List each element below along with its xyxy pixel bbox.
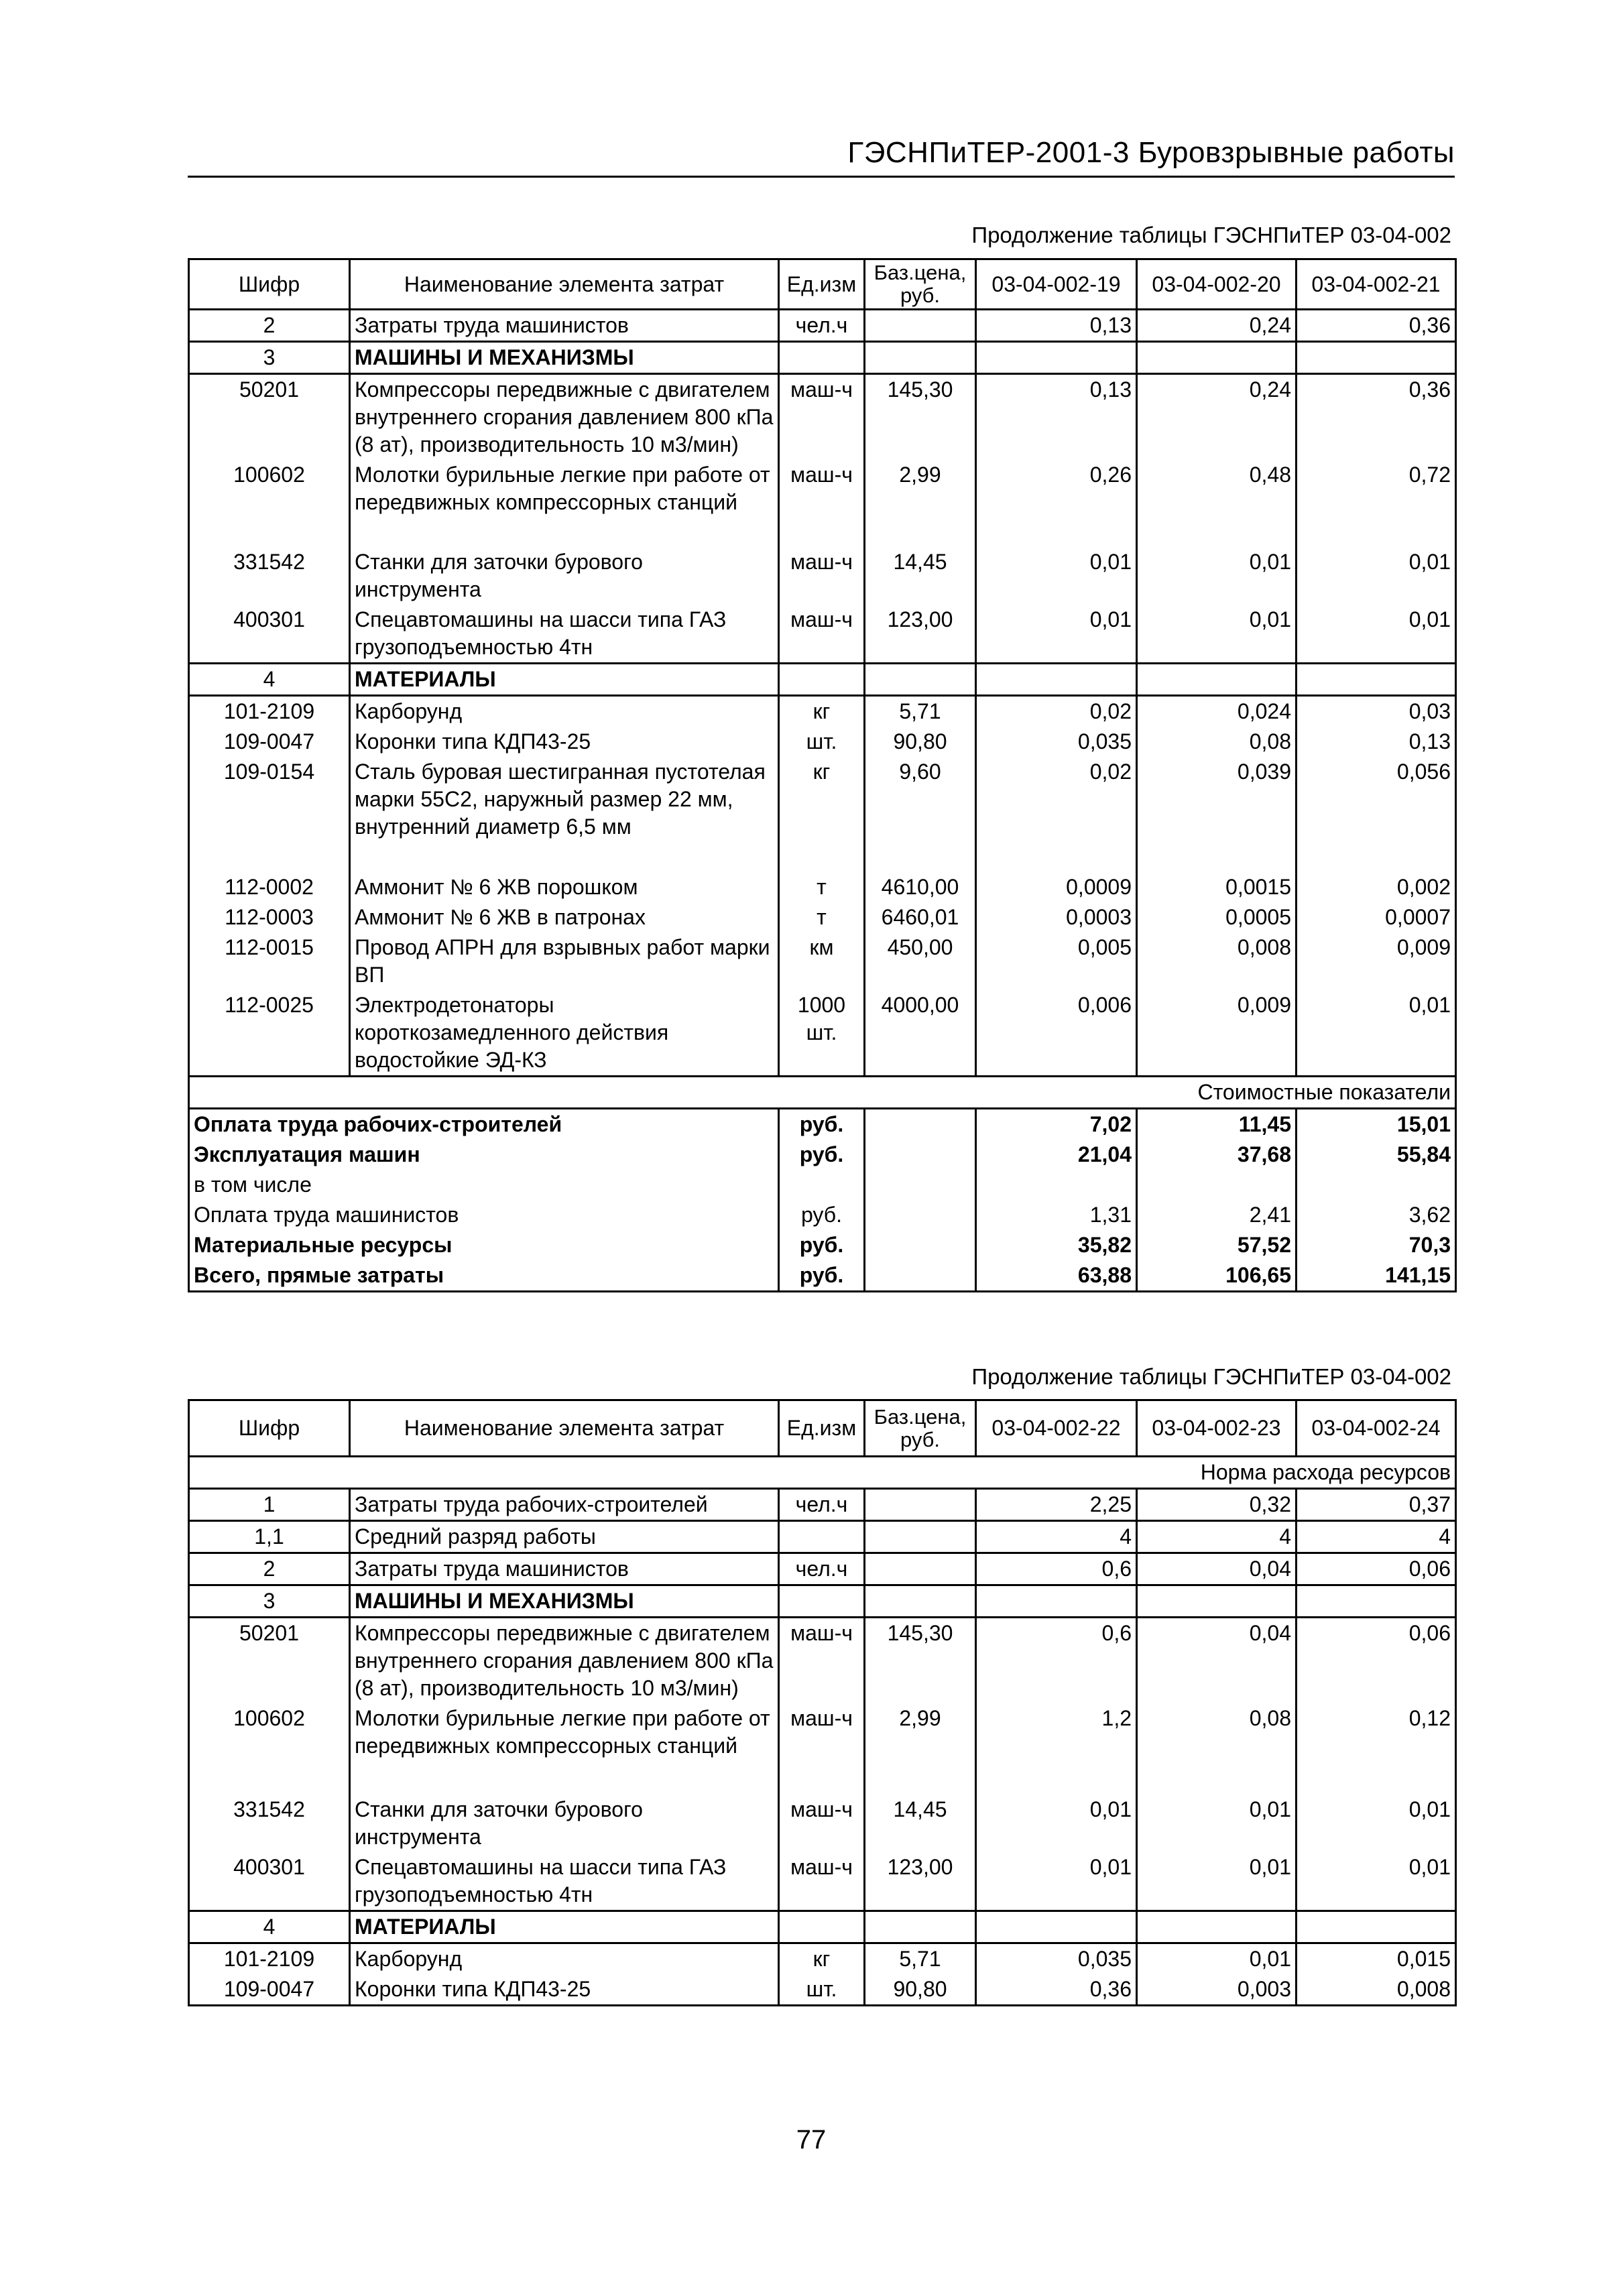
row-price: 123,00 [865,605,976,664]
table-row [189,547,1456,605]
row-value-3: 0,01 [1297,1852,1456,1911]
row-unit: маш-ч [779,1703,865,1795]
table-row [189,757,1456,872]
row-unit: т [779,872,865,902]
row-value-2: 0,04 [1137,1553,1297,1585]
col-code21-header: 03-04-002-21 [1297,259,1456,310]
row-value-3: 0,03 [1297,696,1456,727]
row-value-2: 0,01 [1137,1852,1297,1911]
row-value-3: 0,12 [1297,1703,1456,1795]
row-value-3: 0,008 [1297,1974,1456,2006]
row-price [865,310,976,342]
cost-price [865,1140,976,1170]
row-value-3 [1297,342,1456,374]
row-price: 450,00 [865,932,976,990]
cost-unit: руб. [779,1230,865,1260]
row-name: Затраты труда машинистов [350,1553,779,1585]
row-name: Коронки типа КДП43-25 [350,727,779,757]
cost-value-2: 11,45 [1137,1109,1297,1140]
row-price [865,1585,976,1618]
section-label: Стоимостные показатели [189,1077,1456,1109]
section-label: Норма расхода ресурсов [189,1457,1456,1489]
col-unit-header: Ед.изм [779,1400,865,1457]
row-value-3: 0,056 [1297,757,1456,872]
row-value-3: 0,01 [1297,547,1456,605]
row-name: Затраты труда рабочих-строителей [350,1489,779,1521]
row-code: 331542 [189,1795,350,1852]
cost-value-3: 3,62 [1297,1200,1456,1230]
row-name: Аммонит № 6 ЖВ порошком [350,872,779,902]
row-code: 112-0003 [189,902,350,932]
col-code-header: Шифр [189,1400,350,1457]
table-row [189,1585,1456,1618]
cost-price [865,1109,976,1140]
row-value-2: 0,009 [1137,990,1297,1077]
row-value-3: 0,72 [1297,460,1456,547]
cost-value-1: 63,88 [976,1260,1137,1292]
row-value-2: 0,008 [1137,932,1297,990]
row-value-2 [1137,1911,1297,1943]
row-code: 331542 [189,547,350,605]
table-row [189,1974,1456,2006]
cost-value-3 [1297,1170,1456,1200]
cost-row [189,1230,1456,1260]
row-value-1: 0,0009 [976,872,1137,902]
row-unit: маш-ч [779,374,865,461]
row-name: МАШИНЫ И МЕХАНИЗМЫ [350,1585,779,1618]
row-value-2: 0,003 [1137,1974,1297,2006]
row-unit: маш-ч [779,1795,865,1852]
cost-price [865,1200,976,1230]
cost-label: Материальные ресурсы [189,1230,779,1260]
row-unit [779,1521,865,1553]
section-row [189,1077,1456,1109]
row-price: 145,30 [865,374,976,461]
row-value-3 [1297,1911,1456,1943]
row-price: 2,99 [865,460,976,547]
table1 [188,258,1457,1292]
row-code: 400301 [189,1852,350,1911]
row-name: Компрессоры передвижные с двигателем внутреннего сгорания давлением 800 кПа (8 ат), производительность 10 м3/мин) [350,374,779,461]
table-row [189,310,1456,342]
row-price: 6460,01 [865,902,976,932]
row-value-2: 0,01 [1137,547,1297,605]
row-code: 2 [189,1553,350,1585]
row-value-3: 0,36 [1297,374,1456,461]
row-value-2: 0,24 [1137,374,1297,461]
row-value-1: 0,13 [976,310,1137,342]
row-price: 5,71 [865,696,976,727]
cost-row [189,1140,1456,1170]
row-unit: чел.ч [779,1489,865,1521]
cost-value-1: 35,82 [976,1230,1137,1260]
cost-price [865,1230,976,1260]
row-value-2: 0,0015 [1137,872,1297,902]
col-unit-header: Ед.изм [779,259,865,310]
cost-price [865,1170,976,1200]
page-number: 77 [796,2125,827,2155]
cost-label: Оплата труда рабочих-строителей [189,1109,779,1140]
row-value-1: 0,13 [976,374,1137,461]
table2 [188,1399,1457,2006]
section-row [189,1457,1456,1489]
row-value-1: 0,006 [976,990,1137,1077]
row-unit [779,664,865,696]
row-price: 9,60 [865,757,976,872]
cost-value-1: 21,04 [976,1140,1137,1170]
header-rule [188,176,1455,178]
table-row [189,1852,1456,1911]
row-value-3: 0,015 [1297,1943,1456,1975]
row-value-2: 0,24 [1137,310,1297,342]
cost-label: в том числе [189,1170,779,1200]
cost-value-3: 15,01 [1297,1109,1456,1140]
row-price: 90,80 [865,727,976,757]
cost-value-2: 106,65 [1137,1260,1297,1292]
table-row [189,1521,1456,1553]
row-price: 14,45 [865,547,976,605]
cost-unit: руб. [779,1140,865,1170]
col-code24-header: 03-04-002-24 [1297,1400,1456,1457]
row-value-1: 0,36 [976,1974,1137,2006]
row-value-3: 0,13 [1297,727,1456,757]
table-row [189,1618,1456,1704]
cost-row [189,1260,1456,1292]
cost-label: Оплата труда машинистов [189,1200,779,1230]
row-name: Карборунд [350,1943,779,1975]
row-price [865,664,976,696]
cost-unit [779,1170,865,1200]
row-value-1 [976,1911,1137,1943]
row-value-1: 0,01 [976,605,1137,664]
row-unit [779,1911,865,1943]
row-value-2: 0,08 [1137,727,1297,757]
row-value-1: 0,0003 [976,902,1137,932]
row-unit: чел.ч [779,1553,865,1585]
row-name: Компрессоры передвижные с двигателем внутреннего сгорания давлением 800 кПа (8 ат), производительность 10 м3/мин) [350,1618,779,1704]
row-code: 112-0025 [189,990,350,1077]
table2-header-row [189,1400,1456,1457]
row-value-3: 0,36 [1297,310,1456,342]
table-row [189,1943,1456,1975]
row-value-3: 0,37 [1297,1489,1456,1521]
row-code: 2 [189,310,350,342]
row-code: 100602 [189,1703,350,1795]
row-value-2 [1137,1585,1297,1618]
row-code: 1,1 [189,1521,350,1553]
cost-value-3: 70,3 [1297,1230,1456,1260]
table2-caption: Продолжение таблицы ГЭСНПиТЕР 03-04-002 [971,1364,1451,1389]
row-unit: кг [779,696,865,727]
row-unit: кг [779,757,865,872]
row-value-2: 4 [1137,1521,1297,1553]
cost-price [865,1260,976,1292]
row-value-1 [976,1585,1137,1618]
row-value-3: 4 [1297,1521,1456,1553]
row-value-3 [1297,1585,1456,1618]
row-value-3 [1297,664,1456,696]
row-value-2: 0,01 [1137,1943,1297,1975]
cost-value-1: 7,02 [976,1109,1137,1140]
row-code: 112-0002 [189,872,350,902]
col-price-header: Баз.цена, руб. [865,259,976,310]
row-name: Молотки бурильные легкие при работе от передвижных компрессорных станций [350,1703,779,1795]
col-code20-header: 03-04-002-20 [1137,259,1297,310]
row-value-1: 0,6 [976,1553,1137,1585]
row-value-1 [976,664,1137,696]
row-code: 100602 [189,460,350,547]
row-price: 145,30 [865,1618,976,1704]
cost-value-3: 141,15 [1297,1260,1456,1292]
cost-value-2: 2,41 [1137,1200,1297,1230]
row-value-1: 0,6 [976,1618,1137,1704]
row-name: Средний разряд работы [350,1521,779,1553]
table-row [189,696,1456,727]
row-value-2: 0,0005 [1137,902,1297,932]
table-row [189,872,1456,902]
row-value-1: 2,25 [976,1489,1137,1521]
row-value-3: 0,009 [1297,932,1456,990]
row-value-1: 0,02 [976,757,1137,872]
table-row [189,1911,1456,1943]
cost-unit: руб. [779,1200,865,1230]
cost-row [189,1200,1456,1230]
row-name: Аммонит № 6 ЖВ в патронах [350,902,779,932]
row-value-2: 0,01 [1137,605,1297,664]
row-value-2: 0,48 [1137,460,1297,547]
col-price-header: Баз.цена, руб. [865,1400,976,1457]
row-name: Коронки типа КДП43-25 [350,1974,779,2006]
row-value-2: 0,08 [1137,1703,1297,1795]
row-value-1: 0,035 [976,727,1137,757]
row-value-3: 0,0007 [1297,902,1456,932]
table-row [189,1553,1456,1585]
col-code19-header: 03-04-002-19 [976,259,1137,310]
row-code: 101-2109 [189,696,350,727]
row-price: 4610,00 [865,872,976,902]
table-row [189,460,1456,547]
row-name: Спецавтомашины на шасси типа ГАЗ грузоподъемностью 4тн [350,605,779,664]
row-price [865,342,976,374]
row-unit: кг [779,1943,865,1975]
row-code: 4 [189,664,350,696]
row-unit: маш-ч [779,547,865,605]
cost-value-1: 1,31 [976,1200,1137,1230]
row-value-1: 0,26 [976,460,1137,547]
cost-label: Эксплуатация машин [189,1140,779,1170]
cost-label: Всего, прямые затраты [189,1260,779,1292]
row-value-1: 1,2 [976,1703,1137,1795]
table-row [189,1489,1456,1521]
table-row [189,727,1456,757]
row-value-3: 0,01 [1297,990,1456,1077]
row-unit: маш-ч [779,605,865,664]
cost-row [189,1109,1456,1140]
table-row [189,605,1456,664]
table-row [189,902,1456,932]
row-value-2: 0,024 [1137,696,1297,727]
row-unit: 1000 шт. [779,990,865,1077]
col-code-header: Шифр [189,259,350,310]
row-price: 14,45 [865,1795,976,1852]
row-code: 109-0047 [189,727,350,757]
row-unit: маш-ч [779,1852,865,1911]
row-value-2: 0,04 [1137,1618,1297,1704]
col-code22-header: 03-04-002-22 [976,1400,1137,1457]
cost-value-2: 57,52 [1137,1230,1297,1260]
table-row [189,664,1456,696]
running-header: ГЭСНПиТЕР-2001-3 Буровзрывные работы [847,136,1455,169]
row-name: Спецавтомашины на шасси типа ГАЗ грузоподъемностью 4тн [350,1852,779,1911]
table-row [189,342,1456,374]
row-code: 3 [189,342,350,374]
table-row [189,932,1456,990]
row-value-3: 0,01 [1297,1795,1456,1852]
cost-value-3: 55,84 [1297,1140,1456,1170]
row-code: 109-0047 [189,1974,350,2006]
row-value-1: 0,01 [976,547,1137,605]
row-unit: маш-ч [779,1618,865,1704]
row-code: 1 [189,1489,350,1521]
row-name: МАШИНЫ И МЕХАНИЗМЫ [350,342,779,374]
cost-row [189,1170,1456,1200]
row-name: Станки для заточки бурового инструмента [350,1795,779,1852]
table-row [189,990,1456,1077]
row-code: 109-0154 [189,757,350,872]
row-value-2 [1137,664,1297,696]
cost-value-1 [976,1170,1137,1200]
row-price [865,1911,976,1943]
row-name: МАТЕРИАЛЫ [350,664,779,696]
row-code: 50201 [189,1618,350,1704]
row-name: Провод АПРН для взрывных работ марки ВП [350,932,779,990]
row-price: 5,71 [865,1943,976,1975]
row-unit [779,342,865,374]
row-name: Молотки бурильные легкие при работе от передвижных компрессорных станций [350,460,779,547]
row-price: 123,00 [865,1852,976,1911]
row-value-2: 0,039 [1137,757,1297,872]
row-code: 112-0015 [189,932,350,990]
row-code: 3 [189,1585,350,1618]
cost-unit: руб. [779,1109,865,1140]
row-code: 4 [189,1911,350,1943]
table-row [189,1703,1456,1795]
row-code: 50201 [189,374,350,461]
row-unit: т [779,902,865,932]
col-name-header: Наименование элемента затрат [350,259,779,310]
row-price [865,1553,976,1585]
row-value-1: 0,01 [976,1852,1137,1911]
row-name: Карборунд [350,696,779,727]
row-name: МАТЕРИАЛЫ [350,1911,779,1943]
row-value-1: 4 [976,1521,1137,1553]
row-unit: шт. [779,1974,865,2006]
row-value-1 [976,342,1137,374]
table1-caption: Продолжение таблицы ГЭСНПиТЕР 03-04-002 [971,223,1451,247]
row-unit: км [779,932,865,990]
row-price: 90,80 [865,1974,976,2006]
cost-unit: руб. [779,1260,865,1292]
row-price: 2,99 [865,1703,976,1795]
cost-value-2 [1137,1170,1297,1200]
row-name: Затраты труда машинистов [350,310,779,342]
row-price [865,1489,976,1521]
row-value-3: 0,06 [1297,1618,1456,1704]
row-value-1: 0,035 [976,1943,1137,1975]
row-price: 4000,00 [865,990,976,1077]
col-name-header: Наименование элемента затрат [350,1400,779,1457]
row-unit: шт. [779,727,865,757]
row-value-2 [1137,342,1297,374]
row-unit: маш-ч [779,460,865,547]
table1-header-row [189,259,1456,310]
row-unit [779,1585,865,1618]
col-code23-header: 03-04-002-23 [1137,1400,1297,1457]
row-price [865,1521,976,1553]
row-code: 101-2109 [189,1943,350,1975]
row-unit: чел.ч [779,310,865,342]
cost-value-2: 37,68 [1137,1140,1297,1170]
row-value-3: 0,002 [1297,872,1456,902]
row-value-3: 0,06 [1297,1553,1456,1585]
row-value-2: 0,32 [1137,1489,1297,1521]
row-value-1: 0,02 [976,696,1137,727]
table-row [189,1795,1456,1852]
row-value-2: 0,01 [1137,1795,1297,1852]
row-value-1: 0,005 [976,932,1137,990]
row-name: Электродетонаторы короткозамедленного действия водостойкие ЭД-КЗ [350,990,779,1077]
row-code: 400301 [189,605,350,664]
row-name: Сталь буровая шестигранная пустотелая марки 55С2, наружный размер 22 мм, внутренний диаметр 6,5 мм [350,757,779,872]
table-row [189,374,1456,461]
row-name: Станки для заточки бурового инструмента [350,547,779,605]
row-value-1: 0,01 [976,1795,1137,1852]
row-value-3: 0,01 [1297,605,1456,664]
